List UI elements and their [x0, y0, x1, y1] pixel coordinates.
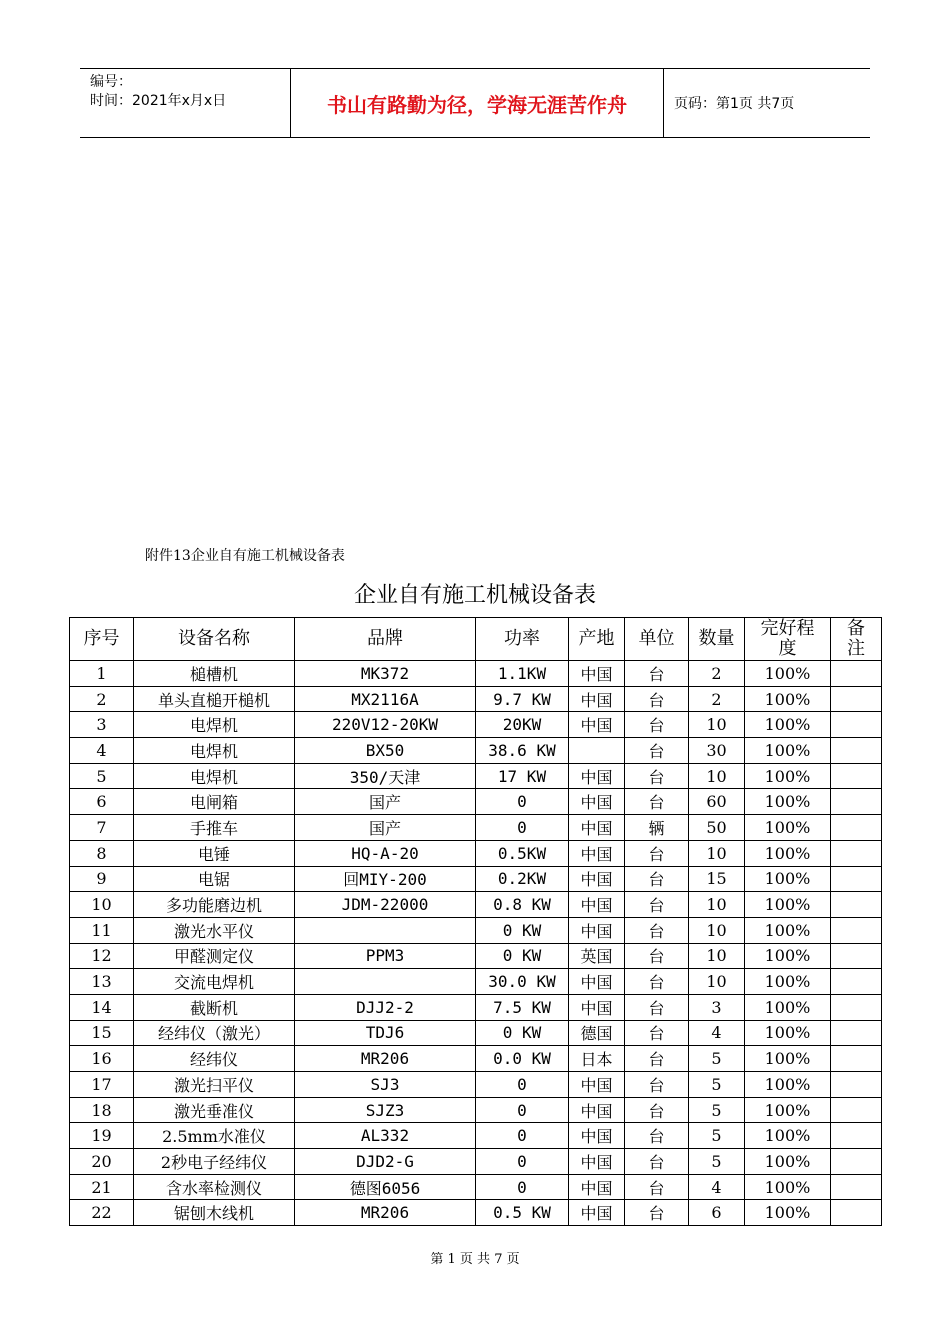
cell-equipment-name: 电焊机: [134, 712, 295, 738]
cell-quantity: 10: [689, 943, 745, 969]
cell-equipment-name: 槌槽机: [134, 661, 295, 687]
col-header-brand: 品牌: [295, 618, 476, 661]
cell-condition: 100%: [745, 1149, 831, 1175]
table-body: [70, 661, 882, 1226]
cell-index: 3: [70, 712, 134, 738]
cell-quantity: 5: [689, 1149, 745, 1175]
cell-condition: 100%: [745, 994, 831, 1020]
cell-power: 0: [476, 1072, 569, 1098]
cell-index: 11: [70, 917, 134, 943]
cell-quantity: 10: [689, 763, 745, 789]
cell-condition: 100%: [745, 892, 831, 918]
cell-origin: 中国: [569, 1149, 625, 1175]
cell-quantity: 10: [689, 969, 745, 995]
cell-origin: [569, 738, 625, 764]
cell-power: 0: [476, 789, 569, 815]
cell-quantity: 4: [689, 1020, 745, 1046]
cell-index: 13: [70, 969, 134, 995]
cell-remarks: [831, 763, 882, 789]
cell-unit: 台: [625, 789, 689, 815]
cell-power: 20KW: [476, 712, 569, 738]
cell-condition: 100%: [745, 943, 831, 969]
table-row: [70, 1072, 882, 1098]
cell-brand: MX2116A: [295, 686, 476, 712]
cell-unit: 台: [625, 1123, 689, 1149]
cell-unit: 辆: [625, 815, 689, 841]
cell-remarks: [831, 840, 882, 866]
table-row: [70, 892, 882, 918]
cell-remarks: [831, 712, 882, 738]
cell-remarks: [831, 1020, 882, 1046]
cell-index: 9: [70, 866, 134, 892]
cell-brand: MK372: [295, 661, 476, 687]
table-row: [70, 969, 882, 995]
table-row: [70, 738, 882, 764]
cell-origin: 中国: [569, 866, 625, 892]
cell-condition: 100%: [745, 1020, 831, 1046]
cell-brand: JDM-22000: [295, 892, 476, 918]
cell-origin: 中国: [569, 994, 625, 1020]
cell-condition: 100%: [745, 840, 831, 866]
cell-condition: 100%: [745, 1200, 831, 1226]
cell-equipment-name: 2秒电子经纬仪: [134, 1149, 295, 1175]
cell-equipment-name: 电焊机: [134, 738, 295, 764]
cell-origin: 中国: [569, 789, 625, 815]
cell-unit: 台: [625, 738, 689, 764]
cell-power: 0.5 KW: [476, 1200, 569, 1226]
table-row: [70, 1020, 882, 1046]
cell-index: 5: [70, 763, 134, 789]
cell-equipment-name: 单头直槌开槌机: [134, 686, 295, 712]
cell-index: 17: [70, 1072, 134, 1098]
cell-origin: 德国: [569, 1020, 625, 1046]
cell-equipment-name: 电闸箱: [134, 789, 295, 815]
cell-remarks: [831, 866, 882, 892]
table-row: [70, 1200, 882, 1226]
col-header-quantity: 数量: [689, 618, 745, 661]
cell-equipment-name: 锯刨木线机: [134, 1200, 295, 1226]
cell-origin: 中国: [569, 1200, 625, 1226]
cell-origin: 中国: [569, 969, 625, 995]
cell-origin: 中国: [569, 917, 625, 943]
cell-equipment-name: 电锤: [134, 840, 295, 866]
table-row: [70, 866, 882, 892]
col-header-origin: 产地: [569, 618, 625, 661]
cell-index: 6: [70, 789, 134, 815]
cell-power: 0: [476, 1149, 569, 1175]
cell-brand: SJ3: [295, 1072, 476, 1098]
cell-unit: 台: [625, 892, 689, 918]
cell-quantity: 10: [689, 712, 745, 738]
cell-power: 0: [476, 815, 569, 841]
col-header-power: 功率: [476, 618, 569, 661]
table-row: [70, 686, 882, 712]
cell-unit: 台: [625, 866, 689, 892]
cell-quantity: 3: [689, 994, 745, 1020]
table-row: [70, 1097, 882, 1123]
cell-unit: 台: [625, 1149, 689, 1175]
cell-origin: 中国: [569, 840, 625, 866]
cell-power: 0 KW: [476, 943, 569, 969]
cell-power: 0.0 KW: [476, 1046, 569, 1072]
cell-unit: 台: [625, 763, 689, 789]
document-header: [80, 68, 870, 138]
cell-index: 8: [70, 840, 134, 866]
cell-remarks: [831, 1174, 882, 1200]
cell-origin: 中国: [569, 661, 625, 687]
cell-brand: [295, 969, 476, 995]
cell-origin: 中国: [569, 686, 625, 712]
table-row: [70, 1046, 882, 1072]
cell-quantity: 4: [689, 1174, 745, 1200]
cell-origin: 中国: [569, 1174, 625, 1200]
col-header-index: 序号: [70, 618, 134, 661]
table-row: [70, 789, 882, 815]
cell-brand: 国产: [295, 815, 476, 841]
cell-unit: 台: [625, 943, 689, 969]
cell-brand: HQ-A-20: [295, 840, 476, 866]
cell-equipment-name: 2.5mm水准仪: [134, 1123, 295, 1149]
cell-index: 12: [70, 943, 134, 969]
cell-unit: 台: [625, 686, 689, 712]
cell-brand: AL332: [295, 1123, 476, 1149]
cell-remarks: [831, 1123, 882, 1149]
cell-brand: 回MIY-200: [295, 866, 476, 892]
cell-unit: 台: [625, 840, 689, 866]
cell-equipment-name: 含水率检测仪: [134, 1174, 295, 1200]
cell-unit: 台: [625, 1020, 689, 1046]
document-number-label: 编号：: [90, 74, 132, 90]
cell-quantity: 10: [689, 892, 745, 918]
cell-brand: PPM3: [295, 943, 476, 969]
cell-power: 9.7 KW: [476, 686, 569, 712]
cell-index: 7: [70, 815, 134, 841]
cell-power: 38.6 KW: [476, 738, 569, 764]
cell-quantity: 60: [689, 789, 745, 815]
document-time-label: 时间：2021年x月x日: [90, 93, 227, 109]
cell-brand: DJD2-G: [295, 1149, 476, 1175]
table-row: [70, 1123, 882, 1149]
cell-brand: [295, 917, 476, 943]
cell-unit: 台: [625, 1174, 689, 1200]
cell-remarks: [831, 994, 882, 1020]
cell-condition: 100%: [745, 1097, 831, 1123]
cell-unit: 台: [625, 1097, 689, 1123]
cell-brand: MR206: [295, 1046, 476, 1072]
cell-index: 19: [70, 1123, 134, 1149]
cell-condition: 100%: [745, 789, 831, 815]
cell-quantity: 5: [689, 1072, 745, 1098]
cell-power: 7.5 KW: [476, 994, 569, 1020]
cell-quantity: 2: [689, 661, 745, 687]
cell-equipment-name: 激光水平仪: [134, 917, 295, 943]
cell-remarks: [831, 1072, 882, 1098]
cell-equipment-name: 交流电焊机: [134, 969, 295, 995]
cell-origin: 中国: [569, 815, 625, 841]
cell-power: 0.2KW: [476, 866, 569, 892]
cell-quantity: 5: [689, 1097, 745, 1123]
cell-equipment-name: 电焊机: [134, 763, 295, 789]
cell-brand: TDJ6: [295, 1020, 476, 1046]
cell-remarks: [831, 815, 882, 841]
page-footer: 第 1 页 共 7 页: [430, 1252, 520, 1267]
cell-condition: 100%: [745, 712, 831, 738]
cell-index: 2: [70, 686, 134, 712]
cell-equipment-name: 截断机: [134, 994, 295, 1020]
cell-equipment-name: 激光垂准仪: [134, 1097, 295, 1123]
cell-equipment-name: 电锯: [134, 866, 295, 892]
cell-quantity: 10: [689, 917, 745, 943]
cell-quantity: 5: [689, 1046, 745, 1072]
cell-unit: 台: [625, 1072, 689, 1098]
cell-condition: 100%: [745, 1046, 831, 1072]
cell-condition: 100%: [745, 686, 831, 712]
cell-origin: 中国: [569, 1072, 625, 1098]
cell-equipment-name: 甲醛测定仪: [134, 943, 295, 969]
cell-quantity: 5: [689, 1123, 745, 1149]
cell-condition: 100%: [745, 917, 831, 943]
cell-origin: 中国: [569, 1097, 625, 1123]
cell-condition: 100%: [745, 763, 831, 789]
cell-quantity: 30: [689, 738, 745, 764]
header-motto: 书山有路勤为径，学海无涯苦作舟: [291, 69, 664, 137]
cell-equipment-name: 多功能磨边机: [134, 892, 295, 918]
cell-quantity: 2: [689, 686, 745, 712]
cell-index: 18: [70, 1097, 134, 1123]
cell-brand: 350/天津: [295, 763, 476, 789]
cell-unit: 台: [625, 917, 689, 943]
cell-power: 0.8 KW: [476, 892, 569, 918]
cell-power: 0: [476, 1123, 569, 1149]
cell-quantity: 50: [689, 815, 745, 841]
cell-power: 0 KW: [476, 917, 569, 943]
cell-quantity: 10: [689, 840, 745, 866]
cell-origin: 中国: [569, 1123, 625, 1149]
cell-power: 0.5KW: [476, 840, 569, 866]
cell-index: 14: [70, 994, 134, 1020]
cell-condition: 100%: [745, 866, 831, 892]
cell-quantity: 15: [689, 866, 745, 892]
cell-origin: 中国: [569, 763, 625, 789]
cell-origin: 中国: [569, 712, 625, 738]
table-row: [70, 994, 882, 1020]
cell-condition: 100%: [745, 661, 831, 687]
table-row: [70, 1149, 882, 1175]
cell-condition: 100%: [745, 969, 831, 995]
cell-remarks: [831, 1149, 882, 1175]
cell-remarks: [831, 789, 882, 815]
cell-remarks: [831, 661, 882, 687]
cell-unit: 台: [625, 994, 689, 1020]
cell-unit: 台: [625, 712, 689, 738]
col-header-condition: 完好程度: [745, 618, 831, 661]
cell-equipment-name: 手推车: [134, 815, 295, 841]
cell-index: 22: [70, 1200, 134, 1226]
table-row: [70, 712, 882, 738]
cell-brand: DJJ2-2: [295, 994, 476, 1020]
col-header-remarks: 备注: [831, 618, 882, 661]
cell-power: 1.1KW: [476, 661, 569, 687]
cell-brand: 德图6056: [295, 1174, 476, 1200]
document-title: 企业自有施工机械设备表: [353, 583, 596, 608]
table-header-row: [70, 618, 882, 661]
cell-equipment-name: 经纬仪（激光）: [134, 1020, 295, 1046]
cell-condition: 100%: [745, 1072, 831, 1098]
col-header-unit: 单位: [625, 618, 689, 661]
cell-unit: 台: [625, 661, 689, 687]
cell-condition: 100%: [745, 1123, 831, 1149]
cell-index: 10: [70, 892, 134, 918]
header-page-info: 页码：第1页 共7页: [674, 96, 795, 112]
table-row: [70, 943, 882, 969]
cell-brand: 220V12-20KW: [295, 712, 476, 738]
cell-condition: 100%: [745, 738, 831, 764]
col-header-name: 设备名称: [134, 618, 295, 661]
cell-brand: BX50: [295, 738, 476, 764]
cell-power: 0: [476, 1097, 569, 1123]
cell-unit: 台: [625, 1200, 689, 1226]
cell-remarks: [831, 892, 882, 918]
table-row: [70, 815, 882, 841]
table-row: [70, 1174, 882, 1200]
table-row: [70, 661, 882, 687]
header-meta: [80, 69, 291, 137]
cell-index: 21: [70, 1174, 134, 1200]
cell-remarks: [831, 969, 882, 995]
cell-remarks: [831, 943, 882, 969]
equipment-table: [69, 617, 882, 1226]
table-row: [70, 763, 882, 789]
attachment-label: 附件13企业自有施工机械设备表: [145, 548, 345, 564]
cell-condition: 100%: [745, 1174, 831, 1200]
cell-origin: 中国: [569, 892, 625, 918]
cell-remarks: [831, 1046, 882, 1072]
cell-remarks: [831, 686, 882, 712]
cell-power: 30.0 KW: [476, 969, 569, 995]
cell-equipment-name: 激光扫平仪: [134, 1072, 295, 1098]
cell-power: 0 KW: [476, 1020, 569, 1046]
cell-brand: MR206: [295, 1200, 476, 1226]
cell-power: 0: [476, 1174, 569, 1200]
cell-origin: 英国: [569, 943, 625, 969]
cell-origin: 日本: [569, 1046, 625, 1072]
cell-remarks: [831, 917, 882, 943]
cell-brand: 国产: [295, 789, 476, 815]
cell-index: 4: [70, 738, 134, 764]
cell-remarks: [831, 738, 882, 764]
cell-equipment-name: 经纬仪: [134, 1046, 295, 1072]
cell-unit: 台: [625, 1046, 689, 1072]
table-row: [70, 840, 882, 866]
table-row: [70, 917, 882, 943]
cell-index: 1: [70, 661, 134, 687]
cell-power: 17 KW: [476, 763, 569, 789]
cell-remarks: [831, 1097, 882, 1123]
cell-remarks: [831, 1200, 882, 1226]
cell-index: 16: [70, 1046, 134, 1072]
cell-brand: SJZ3: [295, 1097, 476, 1123]
cell-unit: 台: [625, 969, 689, 995]
cell-quantity: 6: [689, 1200, 745, 1226]
cell-condition: 100%: [745, 815, 831, 841]
cell-index: 20: [70, 1149, 134, 1175]
cell-index: 15: [70, 1020, 134, 1046]
